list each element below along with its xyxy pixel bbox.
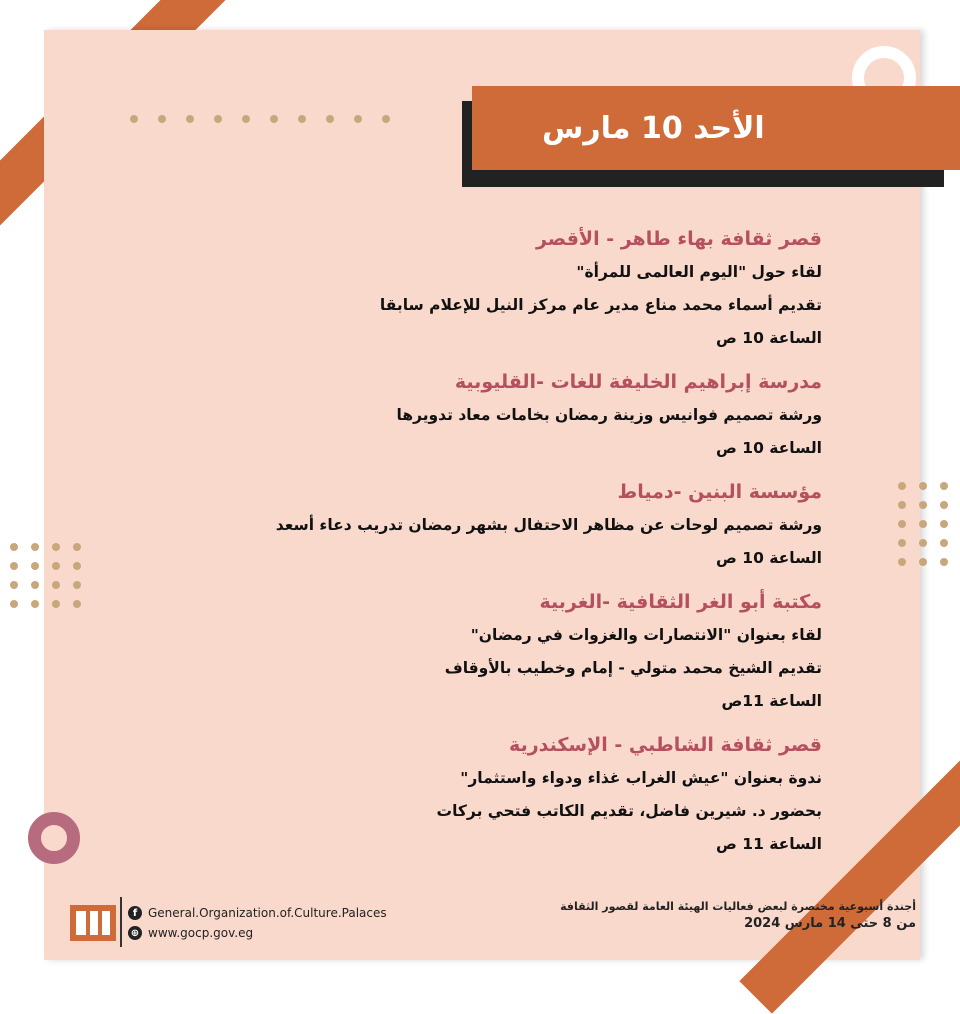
event-line: تقديم الشيخ محمد متولي - إمام وخطيب بالأوقاف [444, 659, 822, 677]
globe-icon: ⊕ [128, 926, 142, 940]
decor-dots-row [130, 115, 390, 123]
footer-links [128, 903, 387, 943]
event-item [222, 728, 822, 861]
event-line: بحضور د. شيرين فاضل، تقديم الكاتب فتحي بركات [436, 802, 822, 820]
agenda-line2: من 8 حتى 14 مارس 2024 [744, 916, 916, 931]
event-item [222, 475, 822, 575]
title-banner [472, 86, 960, 170]
decor-ring-purple-icon [28, 812, 80, 864]
decor-dots-right [898, 482, 948, 566]
facebook-handle: General.Organization.of.Culture.Palaces [148, 906, 387, 920]
events-list [222, 222, 822, 871]
event-time: الساعة 10 ص [716, 329, 822, 347]
footer-divider [120, 897, 122, 947]
website-link[interactable] [128, 923, 387, 943]
agenda-line1: أجندة أسبوعية مختصرة لبعض فعاليات الهيئة العامة لقصور الثقافة [560, 900, 916, 913]
event-venue: مدرسة إبراهيم الخليفة للغات -القليوبية [454, 371, 822, 393]
event-item [222, 365, 822, 465]
event-venue: مكتبة أبو الغر الثقافية -الغربية [539, 591, 822, 613]
decor-dots-left [10, 543, 81, 608]
event-venue: قصر ثقافة بهاء طاهر - الأقصر [535, 228, 822, 250]
event-time: الساعة 11ص [721, 692, 822, 710]
event-venue: قصر ثقافة الشاطبي - الإسكندرية [509, 734, 822, 756]
page-title: الأحد 10 مارس [542, 110, 765, 146]
facebook-icon: f [128, 906, 142, 920]
event-item [222, 585, 822, 718]
agenda-caption [560, 900, 916, 931]
event-time: الساعة 10 ص [716, 549, 822, 567]
website-url: www.gocp.gov.eg [148, 926, 254, 940]
event-line: لقاء حول "اليوم العالمى للمرأة" [576, 263, 822, 281]
facebook-link[interactable] [128, 903, 387, 923]
event-line: ورشة تصميم فوانيس وزينة رمضان بخامات معاد تدويرها [396, 406, 822, 424]
event-line: لقاء بعنوان "الانتصارات والغزوات في رمضان" [470, 626, 822, 644]
event-line: ندوة بعنوان "عيش الغراب غذاء ودواء واستثمار" [460, 769, 822, 787]
org-logo-icon [70, 905, 116, 941]
event-line: ورشة تصميم لوحات عن مظاهر الاحتفال بشهر رمضان تدريب دعاء أسعد [275, 516, 822, 534]
event-venue: مؤسسة البنين -دمياط [617, 481, 822, 503]
event-time: الساعة 10 ص [716, 439, 822, 457]
event-time: الساعة 11 ص [716, 835, 822, 853]
event-item [222, 222, 822, 355]
event-line: تقديم أسماء محمد مناع مدير عام مركز النيل للإعلام سابقا [379, 296, 822, 314]
